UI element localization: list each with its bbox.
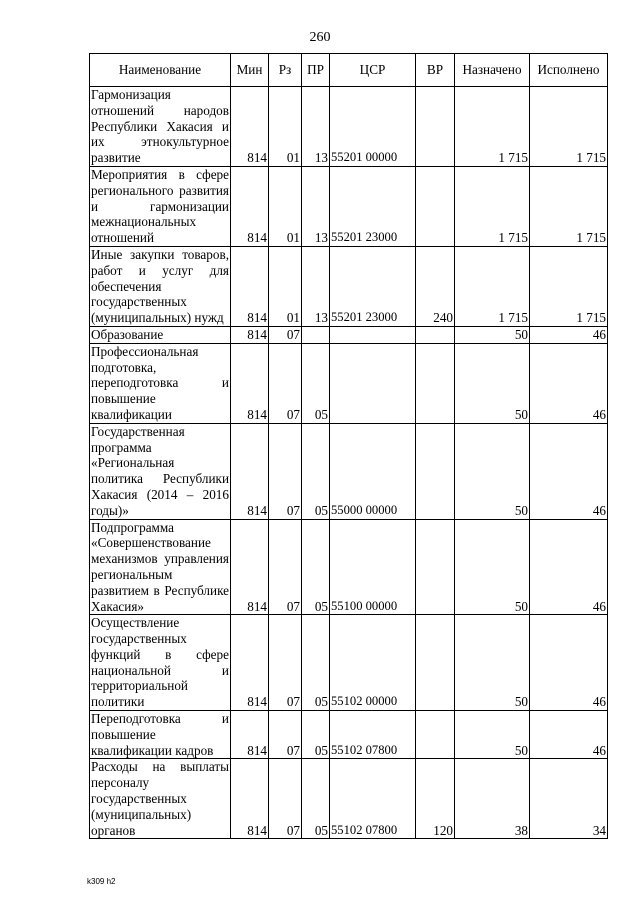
table-row bbox=[90, 87, 608, 167]
cell-rz: 07 bbox=[269, 343, 302, 423]
cell-executed: 1 715 bbox=[530, 87, 608, 167]
cell-vr bbox=[416, 326, 455, 343]
cell-csr: 55102 07800 bbox=[330, 711, 416, 759]
table-row bbox=[90, 711, 608, 759]
cell-executed: 46 bbox=[530, 326, 608, 343]
cell-name: Мероприятия в сфере регионального развития и гармонизации межнациональных отношений bbox=[91, 166, 229, 246]
table-body bbox=[90, 87, 608, 839]
cell-name: Гармонизация отношений народов Республики Хакасия и их этнокультурное развитие bbox=[91, 87, 229, 166]
cell-csr: 55201 23000 bbox=[330, 246, 416, 326]
header-name: Наименование bbox=[90, 54, 231, 87]
table-row bbox=[90, 519, 608, 615]
table-row bbox=[90, 615, 608, 711]
cell-assigned: 50 bbox=[455, 343, 530, 423]
footer-code: k309 h2 bbox=[87, 877, 116, 886]
cell-name: Подпрограмма «Совершенствование механизмов управления региональным развитием в Республике Хакасия» bbox=[91, 519, 229, 614]
cell-assigned: 1 715 bbox=[455, 166, 530, 246]
cell-assigned: 50 bbox=[455, 326, 530, 343]
cell-rz: 07 bbox=[269, 326, 302, 343]
cell-name: Иные закупки товаров, работ и услуг для обеспечения государственных (муниципальных) нужд bbox=[91, 246, 229, 326]
cell-assigned: 1 715 bbox=[455, 87, 530, 167]
cell-assigned: 38 bbox=[455, 759, 530, 839]
cell-vr bbox=[416, 166, 455, 246]
cell-name: Государственная программа «Региональная политика Республики Хакасия (2014 – 2016 годы)» bbox=[91, 423, 229, 518]
cell-min: 814 bbox=[231, 423, 269, 519]
cell-executed: 1 715 bbox=[530, 166, 608, 246]
cell-pr: 05 bbox=[302, 343, 330, 423]
cell-min: 814 bbox=[231, 326, 269, 343]
budget-table bbox=[89, 53, 608, 839]
cell-vr: 120 bbox=[416, 759, 455, 839]
header-min: Мин bbox=[231, 54, 269, 87]
cell-name: Расходы на выплаты персоналу государственных (муниципальных) органов bbox=[91, 759, 229, 838]
cell-pr: 13 bbox=[302, 87, 330, 167]
cell-rz: 07 bbox=[269, 423, 302, 519]
cell-vr bbox=[416, 343, 455, 423]
cell-csr: 55100 00000 bbox=[330, 519, 416, 615]
cell-name: Профессиональная подготовка, переподготовка и повышение квалификации bbox=[91, 343, 229, 422]
cell-csr: 55102 00000 bbox=[330, 615, 416, 711]
header-assigned: Назначено bbox=[455, 54, 530, 87]
table-row bbox=[90, 759, 608, 839]
header-vr: ВР bbox=[416, 54, 455, 87]
cell-rz: 01 bbox=[269, 166, 302, 246]
cell-name: Осуществление государственных функций в сфере национальной и территориальной политики bbox=[91, 615, 229, 710]
cell-csr: 55201 00000 bbox=[330, 87, 416, 167]
header-row bbox=[90, 54, 608, 87]
cell-pr: 05 bbox=[302, 711, 330, 759]
cell-vr: 240 bbox=[416, 246, 455, 326]
cell-rz: 01 bbox=[269, 246, 302, 326]
cell-pr: 13 bbox=[302, 166, 330, 246]
cell-csr bbox=[330, 343, 416, 423]
cell-executed: 46 bbox=[530, 711, 608, 759]
cell-pr bbox=[302, 326, 330, 343]
cell-assigned: 50 bbox=[455, 615, 530, 711]
table-row bbox=[90, 423, 608, 519]
cell-rz: 01 bbox=[269, 87, 302, 167]
cell-vr bbox=[416, 615, 455, 711]
cell-min: 814 bbox=[231, 711, 269, 759]
cell-csr: 55000 00000 bbox=[330, 423, 416, 519]
cell-min: 814 bbox=[231, 87, 269, 167]
cell-rz: 07 bbox=[269, 711, 302, 759]
cell-executed: 1 715 bbox=[530, 246, 608, 326]
cell-csr: 55102 07800 bbox=[330, 759, 416, 839]
cell-min: 814 bbox=[231, 519, 269, 615]
cell-csr bbox=[330, 326, 416, 343]
table-header bbox=[90, 54, 608, 87]
header-executed: Исполнено bbox=[530, 54, 608, 87]
page-number: 260 bbox=[309, 30, 331, 45]
cell-assigned: 50 bbox=[455, 519, 530, 615]
cell-assigned: 1 715 bbox=[455, 246, 530, 326]
cell-executed: 46 bbox=[530, 423, 608, 519]
cell-vr bbox=[416, 519, 455, 615]
header-csr: ЦСР bbox=[330, 54, 416, 87]
table-row bbox=[90, 326, 608, 343]
cell-rz: 07 bbox=[269, 759, 302, 839]
cell-pr: 05 bbox=[302, 519, 330, 615]
table-row bbox=[90, 166, 608, 246]
cell-pr: 05 bbox=[302, 423, 330, 519]
cell-min: 814 bbox=[231, 759, 269, 839]
cell-executed: 46 bbox=[530, 519, 608, 615]
cell-min: 814 bbox=[231, 246, 269, 326]
cell-name: Образование bbox=[90, 326, 231, 343]
cell-pr: 13 bbox=[302, 246, 330, 326]
cell-vr bbox=[416, 711, 455, 759]
cell-pr: 05 bbox=[302, 759, 330, 839]
cell-executed: 46 bbox=[530, 343, 608, 423]
cell-vr bbox=[416, 423, 455, 519]
cell-assigned: 50 bbox=[455, 711, 530, 759]
cell-rz: 07 bbox=[269, 519, 302, 615]
cell-name: Переподготовка и повышение квалификации кадров bbox=[91, 711, 229, 758]
cell-executed: 34 bbox=[530, 759, 608, 839]
cell-assigned: 50 bbox=[455, 423, 530, 519]
cell-min: 814 bbox=[231, 615, 269, 711]
header-rz: Рз bbox=[269, 54, 302, 87]
cell-min: 814 bbox=[231, 343, 269, 423]
cell-pr: 05 bbox=[302, 615, 330, 711]
cell-executed: 46 bbox=[530, 615, 608, 711]
cell-min: 814 bbox=[231, 166, 269, 246]
table-row bbox=[90, 343, 608, 423]
cell-vr bbox=[416, 87, 455, 167]
cell-csr: 55201 23000 bbox=[330, 166, 416, 246]
header-pr: ПР bbox=[302, 54, 330, 87]
table-row bbox=[90, 246, 608, 326]
cell-rz: 07 bbox=[269, 615, 302, 711]
